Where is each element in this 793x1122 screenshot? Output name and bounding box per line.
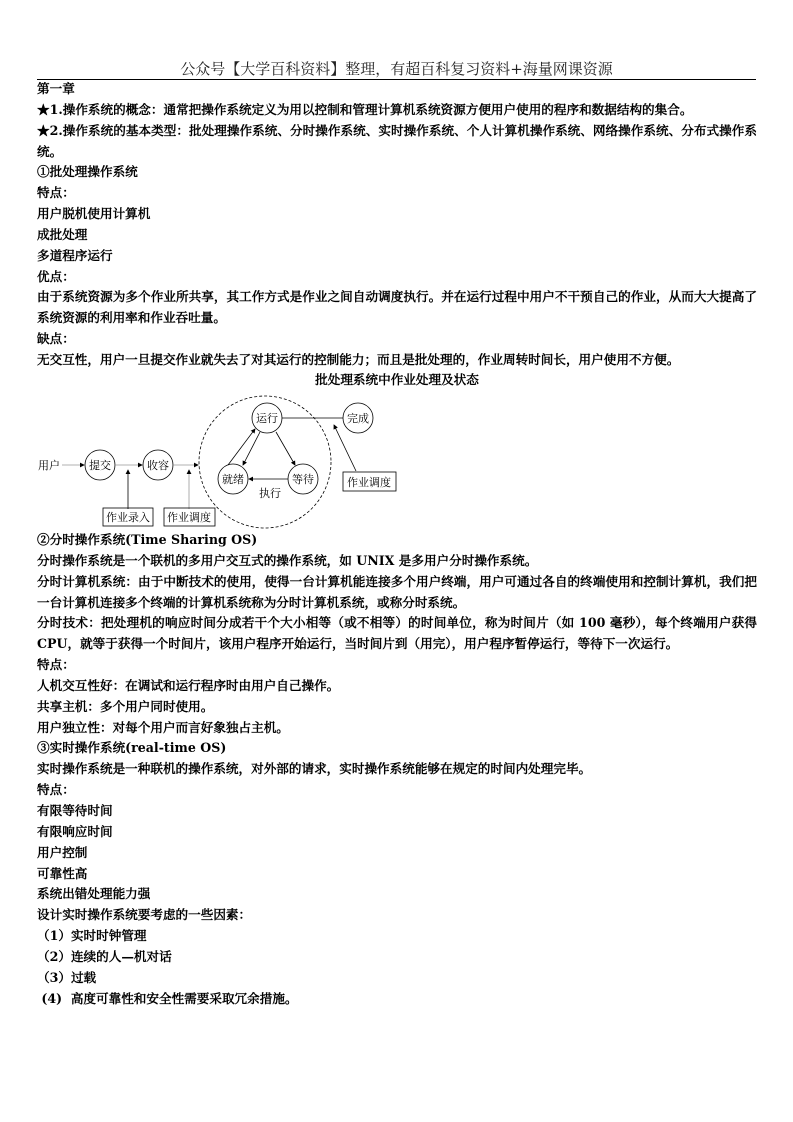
page-header: 公众号【大学百科资料】整理，有超百科复习资料+海量网课资源	[180, 60, 613, 78]
diagram-title: 批处理系统中作业处理及状态	[315, 371, 479, 387]
paragraph: 特点：	[37, 657, 75, 673]
label-exec: 执行	[259, 487, 281, 500]
subheading: ①批处理操作系统	[37, 164, 138, 180]
paragraph: 人机交互性好：在调试和运行程序时由用户自己操作。	[37, 677, 340, 693]
paragraph: 共享主机：多个用户同时使用。	[37, 698, 214, 714]
list-item: （1）实时时钟管理	[37, 928, 147, 944]
paragraph: ★1.操作系统的概念：通常把操作系统定义为用以控制和管理计算机系统资源方便用户使用的程序和数据结构的集合。	[37, 101, 693, 117]
label-job-sched-2: 作业调度	[347, 476, 391, 489]
paragraph: 有限响应时间	[37, 823, 113, 839]
paragraph: 优点：	[37, 268, 75, 284]
list-item: （3）过载	[37, 969, 97, 985]
label-done: 完成	[347, 412, 369, 425]
label-job-entry: 作业录入	[106, 511, 150, 524]
label-hold: 收容	[147, 459, 169, 472]
paragraph: 用户脱机使用计算机	[37, 206, 151, 222]
paragraph: 多道程序运行	[37, 247, 113, 263]
paragraph: 设计实时操作系统要考虑的一些因素：	[37, 907, 252, 923]
paragraph: 分时计算机系统：由于中断技术的使用，使得一台计算机能连接多个用户终端，用户可通过各自的终端使用和控制计算机，我们把一台计算机连接多个终端的计算机系统称为分时计算机系统，或称分时系统。	[37, 573, 757, 610]
paragraph: 分时技术：把处理机的响应时间分成若干个大小相等（或不相等）的时间单位，称为时间片（如 100 毫秒），每个终端用户获得 CPU，就等于获得一个时间片，该用户程序开始运行，当时间片到（用完），用户程序暂停运行，等待下一次运行。	[37, 615, 757, 652]
subheading: ③实时操作系统(real-time OS)	[37, 740, 227, 756]
paragraph: 用户独立性：对每个用户而言好象独占主机。	[37, 719, 289, 735]
label-ready: 就绪	[222, 473, 244, 486]
section-batch	[37, 79, 757, 389]
label-run: 运行	[256, 412, 278, 425]
paragraph: ★2.操作系统的基本类型：批处理操作系统、分时操作系统、实时操作系统、个人计算机操作系统、网络操作系统、分布式操作系统。	[37, 122, 757, 159]
chapter-title: 第一章	[37, 81, 75, 96]
label-submit: 提交	[89, 459, 111, 472]
paragraph: 成批处理	[37, 226, 88, 242]
list-item: （2）连续的人—机对话	[37, 948, 172, 964]
paragraph: 分时操作系统是一个联机的多用户交互式的操作系统，如 UNIX 是多用户分时操作系统。	[37, 552, 538, 568]
batch-state-diagram	[0, 385, 793, 530]
subheading: ②分时操作系统(Time Sharing OS)	[37, 532, 258, 547]
paragraph: 无交互性，用户一旦提交作业就失去了对其运行的控制能力；而且是批处理的，作业周转时间长，用户使用不方便。	[37, 351, 680, 367]
label-job-sched-1: 作业调度	[167, 511, 211, 524]
paragraph: 缺点：	[37, 331, 75, 347]
list-item: (4) 高度可靠性和安全性需要采取冗余措施。	[37, 990, 298, 1006]
paragraph: 实时操作系统是一种联机的操作系统，对外部的请求，实时操作系统能够在规定的时间内处理完毕。	[37, 761, 592, 777]
section-timesharing-realtime	[37, 530, 757, 1009]
label-wait: 等待	[292, 473, 314, 486]
paragraph: 可靠性高	[37, 865, 88, 881]
paragraph: 用户控制	[37, 844, 88, 860]
paragraph: 有限等待时间	[37, 802, 113, 818]
paragraph: 系统出错处理能力强	[37, 886, 151, 902]
label-user: 用户	[38, 459, 60, 472]
paragraph: 由于系统资源为多个作业所共享，其工作方式是作业之间自动调度执行。并在运行过程中用户不干预自己的作业，从而大大提高了系统资源的利用率和作业吞吐量。	[37, 289, 757, 326]
paragraph: 特点：	[37, 185, 75, 201]
paragraph: 特点：	[37, 782, 75, 798]
